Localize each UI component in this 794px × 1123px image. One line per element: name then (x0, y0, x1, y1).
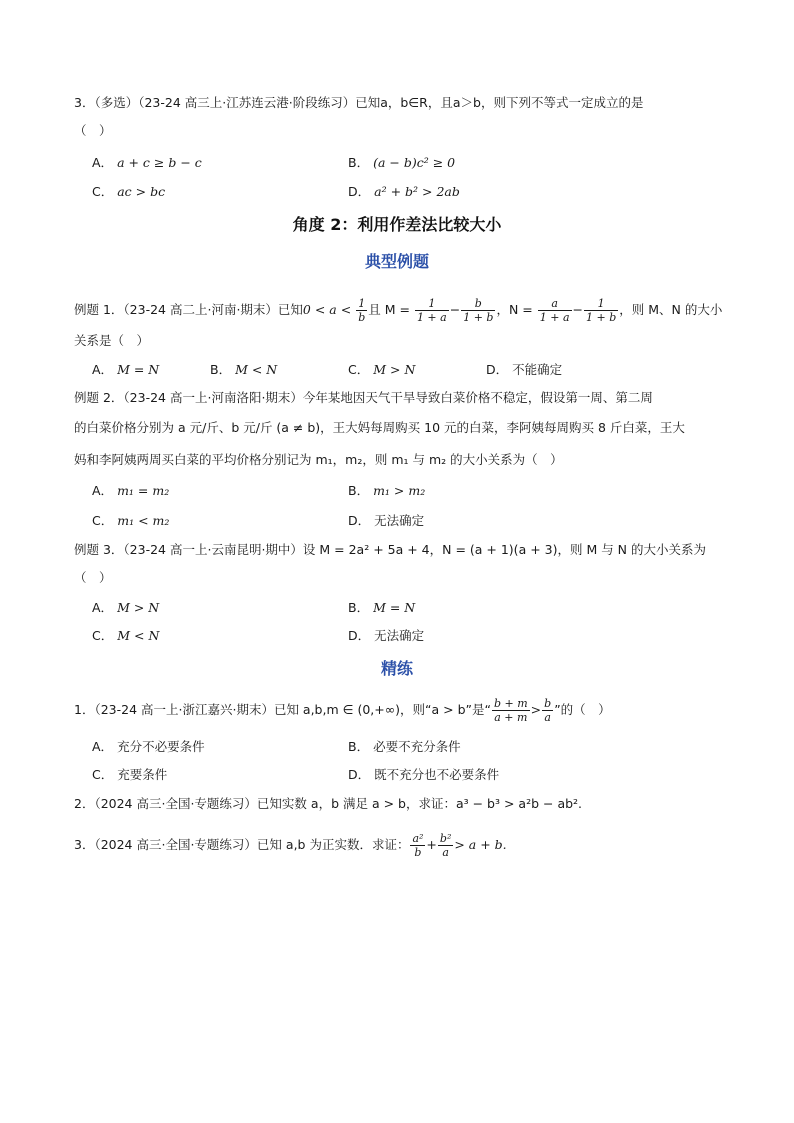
example1-option-a: A． M = N (92, 362, 160, 377)
example3-stem-line2: （ ） (74, 570, 112, 585)
example1-stem-line1: 例题 1．（23-24 高二上·河南·期末）已知0 < a < $\frac{1}{b}$ 且 M = $\frac{1}{1 + a}$ − $\frac{b}{1 + b}$ ，N = $\frac{a}{1 + a}$ − $\frac{1}{1 + b}$ ，则 M、N 的大小 (74, 297, 723, 324)
example1-option-b: B． M < N (210, 362, 278, 377)
q3-option-d: D． a² + b² > 2ab (348, 184, 460, 199)
practice1-stem: 1．（23-24 高一上·浙江嘉兴·期末）已知 a,b,m ∈ (0,+∞)，则“a > b”是“ $\frac{b + m}{a + m}$ > $\frac{b}{a}$ ”的（ ） (74, 697, 611, 724)
example1-n-fraction1: $\frac{a}{1 + a}$ (539, 297, 570, 324)
practice-heading: 精练 (380, 659, 413, 678)
example2-option-c: C． m₁ < m₂ (92, 513, 170, 528)
example3-stem-line1: 例题 3．（23-24 高一上·云南昆明·期中）设 M = 2a² + 5a + 4，N = (a + 1)(a + 3)，则 M 与 N 的大小关系为 (74, 542, 707, 557)
example2-option-b: B． m₁ > m₂ (348, 483, 426, 498)
example1-n-fraction2: $\frac{1}{1 + b}$ (586, 297, 617, 324)
example3-option-a: A． M > N (92, 600, 160, 615)
q3-option-b: B． (a − b)c² ≥ 0 (348, 155, 456, 170)
example1-m-fraction2: $\frac{b}{1 + b}$ (463, 297, 494, 324)
practice1-fraction2: $\frac{b}{a}$ (544, 697, 552, 724)
example2-stem-line2: 的白菜价格分别为 a 元/斤、b 元/斤 (a ≠ b)，王大妈每周购买 10 元的白菜，李阿姨每周购买 8 斤白菜，王大 (74, 420, 685, 435)
q3-option-c: C． ac > bc (92, 184, 166, 199)
angle-heading: 角度 2：利用作差法比较大小 (292, 215, 502, 234)
practice2-stem: 2．（2024 高三·全国·专题练习）已知实数 a，b 满足 a > b，求证：a³ − b³ > a²b − ab². (74, 796, 583, 811)
practice1-option-b: B． 必要不充分条件 (348, 739, 461, 754)
q3-stem-line1: 3．（多选）（23-24 高三上·江苏连云港·阶段练习）已知a，b∈R，且a＞b，则下列不等式一定成立的是 (74, 95, 644, 110)
example2-option-d: D． 无法确定 (348, 513, 425, 528)
example3-option-b: B． M = N (348, 600, 416, 615)
example2-stem-line3: 妈和李阿姨两周买白菜的平均价格分别记为 m₁，m₂，则 m₁ 与 m₂ 的大小关系为（ ） (74, 452, 563, 467)
practice3-fraction2: $\frac{\text{b²}}{a}$ (439, 832, 452, 859)
example3-option-c: C． M < N (92, 628, 160, 643)
q3-option-a: A． a + c ≥ b − c (92, 155, 202, 170)
practice1-option-d: D． 既不充分也不必要条件 (348, 767, 500, 782)
examples-heading: 典型例题 (364, 252, 429, 271)
practice1-option-c: C． 充要条件 (92, 767, 168, 782)
example2-option-a: A． m₁ = m₂ (92, 483, 170, 498)
example1-stem-line2: 关系是（ ） (74, 333, 150, 348)
example1-option-d: D． 不能确定 (486, 362, 563, 377)
q3-stem-line2: （ ） (74, 123, 112, 138)
example2-stem-line1: 例题 2．（23-24 高一上·河南洛阳·期末）今年某地因天气干旱导致白菜价格不稳定，假设第一周、第二周 (74, 390, 653, 405)
example1-m-fraction1: $\frac{1}{1 + a}$ (416, 297, 447, 324)
practice1-option-a: A． 充分不必要条件 (92, 739, 205, 754)
example1-option-c: C． M > N (348, 362, 416, 377)
example1-cond-fraction: $\frac{1}{b}$ (358, 297, 366, 324)
practice1-fraction1: $\frac{b + m}{a + m}$ (493, 697, 528, 724)
practice3-fraction1: $\frac{\text{a²}}{b}$ (412, 832, 424, 859)
example3-option-d: D． 无法确定 (348, 628, 425, 643)
practice3-stem: 3．（2024 高三·全国·专题练习）已知 a,b 为正实数．求证： $\frac{\text{a²}}{b}$ + $\frac{\text{b²}}{a}$ > a + b. (74, 832, 507, 859)
